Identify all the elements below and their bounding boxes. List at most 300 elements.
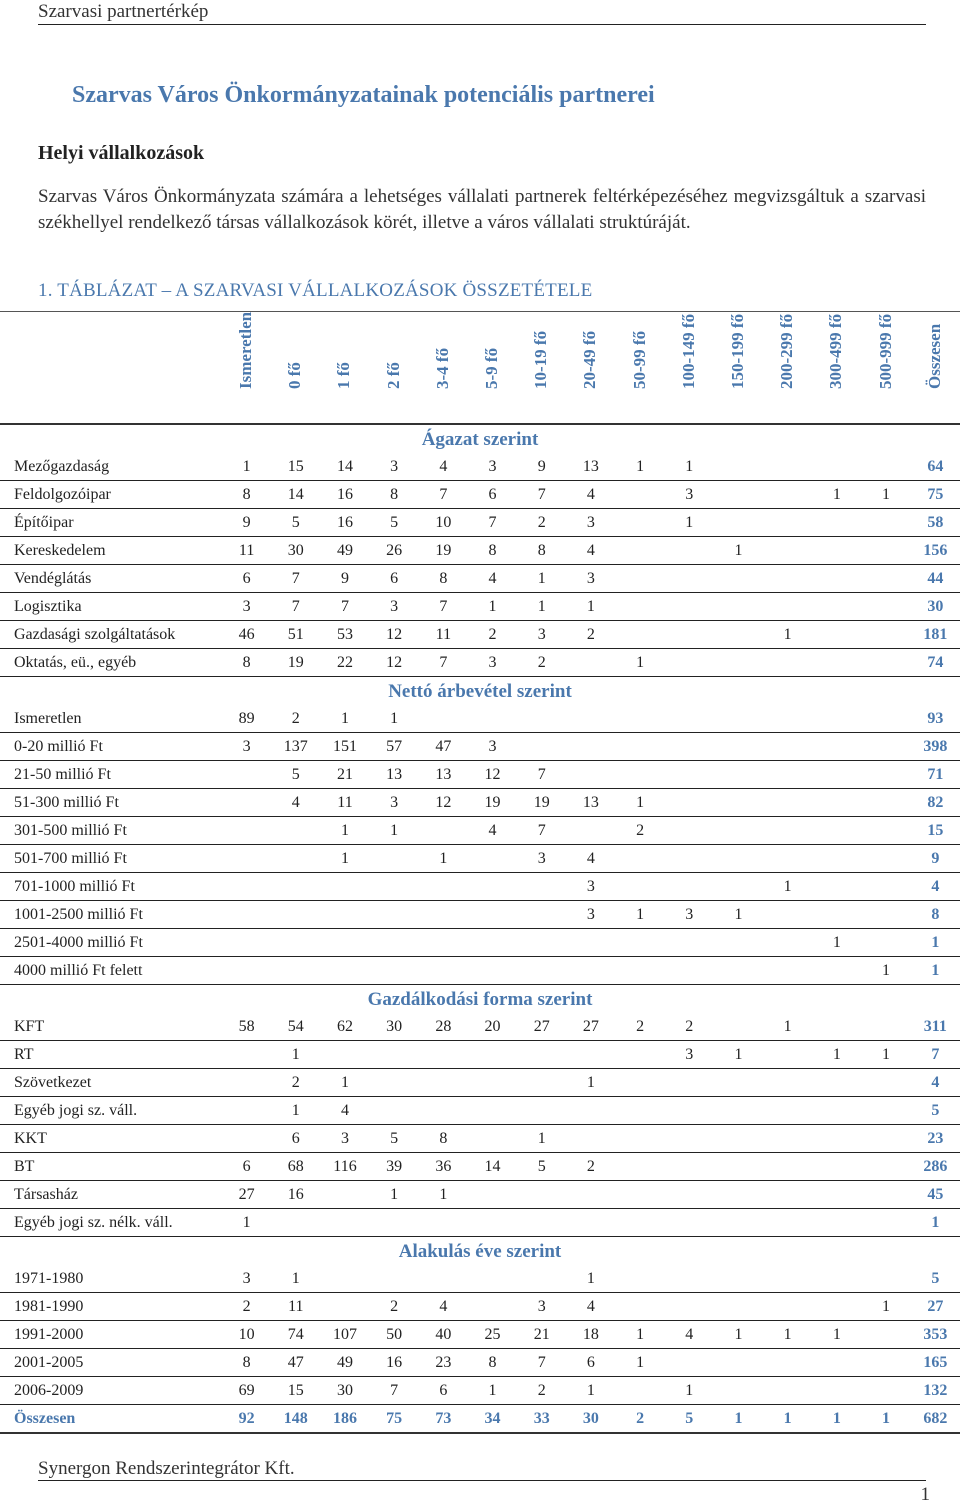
table-cell	[222, 817, 271, 845]
table-cell	[763, 453, 812, 481]
table-cell: 2	[517, 649, 566, 677]
table-cell	[861, 1181, 910, 1209]
table-cell	[616, 621, 665, 649]
table-row	[0, 1321, 960, 1349]
table-cell: 12	[370, 649, 419, 677]
table-row	[0, 1293, 960, 1321]
table-cell	[271, 1209, 320, 1237]
table-cell	[566, 705, 615, 733]
row-total-cell: 353	[911, 1321, 960, 1349]
table-row	[0, 1041, 960, 1069]
table-cell: 2	[517, 1377, 566, 1405]
table-cell: 16	[271, 1181, 320, 1209]
table-cell: 3	[222, 1265, 271, 1293]
table-cell	[714, 453, 763, 481]
table-cell: 3	[468, 733, 517, 761]
table-cell	[468, 845, 517, 873]
table-cell: 7	[419, 649, 468, 677]
table-cell	[812, 1265, 861, 1293]
row-label: Gazdasági szolgáltatások	[0, 621, 222, 649]
table-cell: 8	[468, 537, 517, 565]
table-cell	[665, 1097, 714, 1125]
table-cell	[714, 873, 763, 901]
table-caption: 1. TÁBLÁZAT – A SZARVASI VÁLLALKOZÁSOK ÖSSZETÉTELE	[38, 280, 593, 301]
table-cell	[616, 705, 665, 733]
table-cell	[271, 873, 320, 901]
section-title: Ágazat szerint	[421, 429, 539, 450]
table-cell: 1	[812, 1321, 861, 1349]
table-row	[0, 1209, 960, 1237]
table-cell	[714, 621, 763, 649]
row-label: 701-1000 millió Ft	[0, 873, 222, 901]
table-cell	[566, 733, 615, 761]
row-total-cell: 71	[911, 761, 960, 789]
table-cell: 3	[370, 453, 419, 481]
table-cell	[665, 789, 714, 817]
row-total-cell: 1	[911, 929, 960, 957]
table-cell	[714, 761, 763, 789]
row-total-cell: 23	[911, 1125, 960, 1153]
table-cell: 19	[271, 649, 320, 677]
table-cell	[861, 845, 910, 873]
column-header-label: 20-49 fő	[580, 330, 600, 389]
table-cell	[616, 1265, 665, 1293]
table-cell: 9	[320, 565, 369, 593]
row-label: 2006-2009	[0, 1377, 222, 1405]
table-cell	[665, 1069, 714, 1097]
table-cell: 1	[320, 1069, 369, 1097]
header-text: Szarvasi partnertérkép	[38, 1, 209, 22]
table-cell	[861, 1209, 910, 1237]
table-cell	[861, 1377, 910, 1405]
table-cell: 57	[370, 733, 419, 761]
row-total-cell: 45	[911, 1181, 960, 1209]
row-label: 1971-1980	[0, 1265, 222, 1293]
table-cell	[763, 1209, 812, 1237]
column-header-label: 2 fő	[383, 362, 403, 389]
table-cell	[616, 1377, 665, 1405]
table-cell: 4	[320, 1097, 369, 1125]
table-cell: 5	[370, 1125, 419, 1153]
table-cell: 2	[566, 1153, 615, 1181]
table-cell	[419, 929, 468, 957]
table-cell	[665, 761, 714, 789]
table-cell: 75	[370, 1405, 419, 1434]
table-cell	[517, 1181, 566, 1209]
table-cell: 3	[222, 593, 271, 621]
table-cell	[861, 873, 910, 901]
table-cell	[812, 649, 861, 677]
table-cell: 3	[370, 593, 419, 621]
table-cell	[419, 817, 468, 845]
table-cell	[714, 565, 763, 593]
table-cell: 4	[665, 1321, 714, 1349]
row-label: Mezőgazdaság	[0, 453, 222, 481]
table-cell	[861, 705, 910, 733]
table-cell: 19	[517, 789, 566, 817]
table-row	[0, 1377, 960, 1405]
table-cell: 8	[419, 565, 468, 593]
table-cell	[812, 733, 861, 761]
table-cell: 7	[271, 565, 320, 593]
row-label: RT	[0, 1041, 222, 1069]
table-cell: 1	[763, 1013, 812, 1041]
table-cell: 1	[714, 901, 763, 929]
table-cell	[714, 957, 763, 985]
table-cell: 11	[419, 621, 468, 649]
table-cell: 27	[222, 1181, 271, 1209]
table-cell: 69	[222, 1377, 271, 1405]
table-cell: 9	[222, 509, 271, 537]
column-header	[468, 311, 516, 417]
table-cell: 1	[517, 1125, 566, 1153]
column-header	[419, 311, 467, 417]
table-cell	[763, 1153, 812, 1181]
page-number: 1	[920, 1484, 930, 1505]
table-cell	[812, 565, 861, 593]
table-cell	[714, 705, 763, 733]
table-cell	[419, 705, 468, 733]
table-cell: 27	[566, 1013, 615, 1041]
row-label: Egyéb jogi sz. váll.	[0, 1097, 222, 1125]
column-header-row	[0, 311, 960, 417]
table-row	[0, 1181, 960, 1209]
table-cell: 74	[271, 1321, 320, 1349]
table-cell: 19	[468, 789, 517, 817]
table-cell	[271, 845, 320, 873]
table-cell: 10	[419, 509, 468, 537]
table-cell	[222, 1069, 271, 1097]
table-cell	[665, 1125, 714, 1153]
table-cell	[861, 1125, 910, 1153]
table-cell: 4	[566, 537, 615, 565]
section-heading: Helyi vállalkozások	[38, 142, 205, 164]
table-cell	[665, 593, 714, 621]
table-cell	[812, 1181, 861, 1209]
column-header-label: Ismeretlen	[236, 311, 255, 389]
table-cell: 7	[370, 1377, 419, 1405]
table-cell	[714, 1153, 763, 1181]
table-cell: 4	[271, 789, 320, 817]
table-cell: 5	[370, 509, 419, 537]
table-cell	[763, 817, 812, 845]
table-cell: 7	[419, 593, 468, 621]
table-cell	[616, 761, 665, 789]
footer-company: Synergon Rendszerintegrátor Kft.	[38, 1458, 295, 1479]
table-cell	[665, 705, 714, 733]
table-cell	[320, 1209, 369, 1237]
table-cell	[419, 1209, 468, 1237]
table-cell	[616, 845, 665, 873]
table-cell: 7	[517, 481, 566, 509]
row-total-cell: 44	[911, 565, 960, 593]
table-cell: 21	[517, 1321, 566, 1349]
table-cell	[517, 929, 566, 957]
table-cell: 1	[616, 901, 665, 929]
table-cell: 39	[370, 1153, 419, 1181]
table-cell	[861, 649, 910, 677]
table-cell: 30	[566, 1405, 615, 1434]
table-cell: 10	[222, 1321, 271, 1349]
table-cell: 151	[320, 733, 369, 761]
table-cell	[320, 957, 369, 985]
table-cell	[714, 1069, 763, 1097]
row-total-cell: 682	[911, 1405, 960, 1434]
table-row	[0, 621, 960, 649]
table-cell	[271, 929, 320, 957]
table-cell	[714, 1209, 763, 1237]
table-cell	[812, 845, 861, 873]
table-cell	[812, 789, 861, 817]
table-cell	[320, 1181, 369, 1209]
table-cell	[566, 1181, 615, 1209]
row-label: Kereskedelem	[0, 537, 222, 565]
row-total-cell: 7	[911, 1041, 960, 1069]
table-cell: 15	[271, 453, 320, 481]
table-cell: 3	[665, 1041, 714, 1069]
table-cell: 3	[566, 565, 615, 593]
row-label: Vendéglátás	[0, 565, 222, 593]
row-total-cell: 58	[911, 509, 960, 537]
table-cell	[714, 789, 763, 817]
row-label: 1981-1990	[0, 1293, 222, 1321]
table-cell: 3	[517, 845, 566, 873]
table-cell: 8	[222, 649, 271, 677]
table-cell	[517, 901, 566, 929]
column-header	[862, 311, 910, 417]
table-cell	[812, 957, 861, 985]
row-label: 2001-2005	[0, 1349, 222, 1377]
table-cell	[812, 621, 861, 649]
table-cell	[714, 845, 763, 873]
table-cell: 8	[370, 481, 419, 509]
row-total-cell: 64	[911, 453, 960, 481]
table-cell	[714, 817, 763, 845]
table-row	[0, 873, 960, 901]
table-cell	[222, 957, 271, 985]
table-cell: 1	[468, 593, 517, 621]
table-cell: 1	[812, 929, 861, 957]
column-header-label: 300-499 fő	[826, 313, 846, 389]
table-cell	[665, 957, 714, 985]
table-cell: 12	[370, 621, 419, 649]
table-cell: 27	[517, 1013, 566, 1041]
table-cell	[714, 1293, 763, 1321]
table-cell: 2	[616, 1405, 665, 1434]
column-header	[763, 311, 811, 417]
table-cell	[861, 453, 910, 481]
table-cell	[665, 929, 714, 957]
table-cell	[861, 1097, 910, 1125]
table-cell: 2	[468, 621, 517, 649]
table-cell	[714, 481, 763, 509]
table-cell: 14	[271, 481, 320, 509]
row-total-cell: 156	[911, 537, 960, 565]
table-row	[0, 1265, 960, 1293]
table-cell	[468, 1097, 517, 1125]
table-cell	[665, 1349, 714, 1377]
table-cell: 1	[222, 453, 271, 481]
table-cell: 1	[271, 1097, 320, 1125]
table-cell: 13	[566, 453, 615, 481]
table-cell	[714, 1349, 763, 1377]
table-cell	[763, 565, 812, 593]
table-cell	[714, 1265, 763, 1293]
table-cell	[665, 621, 714, 649]
table-cell	[468, 1069, 517, 1097]
table-cell	[714, 593, 763, 621]
table-cell: 58	[222, 1013, 271, 1041]
table-cell: 6	[468, 481, 517, 509]
row-label: 1001-2500 millió Ft	[0, 901, 222, 929]
table-cell: 6	[419, 1377, 468, 1405]
table-cell	[320, 1265, 369, 1293]
table-cell	[665, 565, 714, 593]
table-cell	[222, 845, 271, 873]
table-cell: 3	[222, 733, 271, 761]
row-total-cell: 311	[911, 1013, 960, 1041]
table-cell	[763, 481, 812, 509]
table-cell: 1	[665, 509, 714, 537]
table-cell	[616, 1041, 665, 1069]
table-cell: 1	[616, 1349, 665, 1377]
row-total-cell: 15	[911, 817, 960, 845]
column-header-label: 100-149 fő	[678, 313, 698, 389]
table-cell: 7	[468, 509, 517, 537]
row-total-cell: 5	[911, 1097, 960, 1125]
table-cell: 6	[370, 565, 419, 593]
row-label: 501-700 millió Ft	[0, 845, 222, 873]
table-row	[0, 453, 960, 481]
table-row	[0, 929, 960, 957]
table-cell	[763, 1041, 812, 1069]
row-total-cell: 75	[911, 481, 960, 509]
column-header-label: 200-299 fő	[777, 313, 797, 389]
table-cell: 1	[271, 1041, 320, 1069]
table-cell: 1	[812, 1405, 861, 1434]
table-cell	[665, 537, 714, 565]
table-cell	[566, 1097, 615, 1125]
table-row	[0, 1013, 960, 1041]
table-cell: 4	[468, 817, 517, 845]
table-cell	[566, 957, 615, 985]
table-cell: 9	[517, 453, 566, 481]
table-cell: 2	[370, 1293, 419, 1321]
table-cell: 40	[419, 1321, 468, 1349]
table-cell: 5	[271, 509, 320, 537]
table-cell	[812, 453, 861, 481]
row-label: 301-500 millió Ft	[0, 817, 222, 845]
row-total-cell: 5	[911, 1265, 960, 1293]
table-cell	[222, 1125, 271, 1153]
table-cell	[566, 929, 615, 957]
table-cell: 1	[714, 1321, 763, 1349]
table-cell	[763, 705, 812, 733]
row-label: 51-300 millió Ft	[0, 789, 222, 817]
table-cell	[861, 593, 910, 621]
table-cell: 1	[419, 1181, 468, 1209]
table-cell: 12	[468, 761, 517, 789]
table-cell: 1	[566, 1265, 615, 1293]
table-cell	[616, 873, 665, 901]
row-label: Logisztika	[0, 593, 222, 621]
table-cell: 148	[271, 1405, 320, 1434]
table-cell	[763, 649, 812, 677]
table-cell	[861, 621, 910, 649]
row-total-cell: 74	[911, 649, 960, 677]
row-total-cell: 27	[911, 1293, 960, 1321]
table-row	[0, 957, 960, 985]
row-total-cell: 9	[911, 845, 960, 873]
table-cell	[222, 929, 271, 957]
table-cell	[665, 1293, 714, 1321]
column-header	[812, 311, 860, 417]
table-cell: 1	[665, 453, 714, 481]
table-cell: 5	[517, 1153, 566, 1181]
table-cell: 6	[566, 1349, 615, 1377]
table-cell	[861, 1013, 910, 1041]
table-cell	[714, 929, 763, 957]
table-cell: 4	[419, 1293, 468, 1321]
table-cell	[861, 1321, 910, 1349]
table-cell	[468, 1293, 517, 1321]
table-cell: 1	[714, 1041, 763, 1069]
table-cell: 2	[616, 817, 665, 845]
table-cell: 19	[419, 537, 468, 565]
table-cell: 47	[271, 1349, 320, 1377]
table-cell: 8	[222, 1349, 271, 1377]
table-cell	[861, 761, 910, 789]
table-cell: 62	[320, 1013, 369, 1041]
table-cell	[616, 1181, 665, 1209]
table-cell	[861, 1153, 910, 1181]
table-cell: 3	[566, 901, 615, 929]
table-cell: 36	[419, 1153, 468, 1181]
table-cell: 2	[271, 705, 320, 733]
table-cell: 3	[468, 649, 517, 677]
table-cell: 5	[665, 1405, 714, 1434]
table-cell	[812, 1377, 861, 1405]
table-cell	[812, 1349, 861, 1377]
table-cell	[665, 845, 714, 873]
table-cell: 7	[419, 481, 468, 509]
table-cell	[763, 1097, 812, 1125]
table-cell	[222, 789, 271, 817]
document-title: Szarvas Város Önkormányzatainak potenciális partnerei	[72, 82, 655, 108]
table-cell: 1	[566, 593, 615, 621]
row-total-cell: 30	[911, 593, 960, 621]
table-cell: 1	[320, 845, 369, 873]
table-cell	[370, 1097, 419, 1125]
table-cell: 50	[370, 1321, 419, 1349]
row-total-cell: 4	[911, 1069, 960, 1097]
table-cell	[271, 817, 320, 845]
table-cell	[468, 1265, 517, 1293]
table-cell	[468, 901, 517, 929]
table-cell	[763, 593, 812, 621]
table-row	[0, 649, 960, 677]
section-title: Alakulás éve szerint	[398, 1241, 562, 1262]
table-cell	[812, 1069, 861, 1097]
row-total-cell: 181	[911, 621, 960, 649]
table-row	[0, 789, 960, 817]
table-cell	[714, 1377, 763, 1405]
table-row	[0, 481, 960, 509]
table-cell: 89	[222, 705, 271, 733]
table-cell: 1	[320, 817, 369, 845]
table-cell: 2	[566, 621, 615, 649]
table-cell	[616, 1209, 665, 1237]
